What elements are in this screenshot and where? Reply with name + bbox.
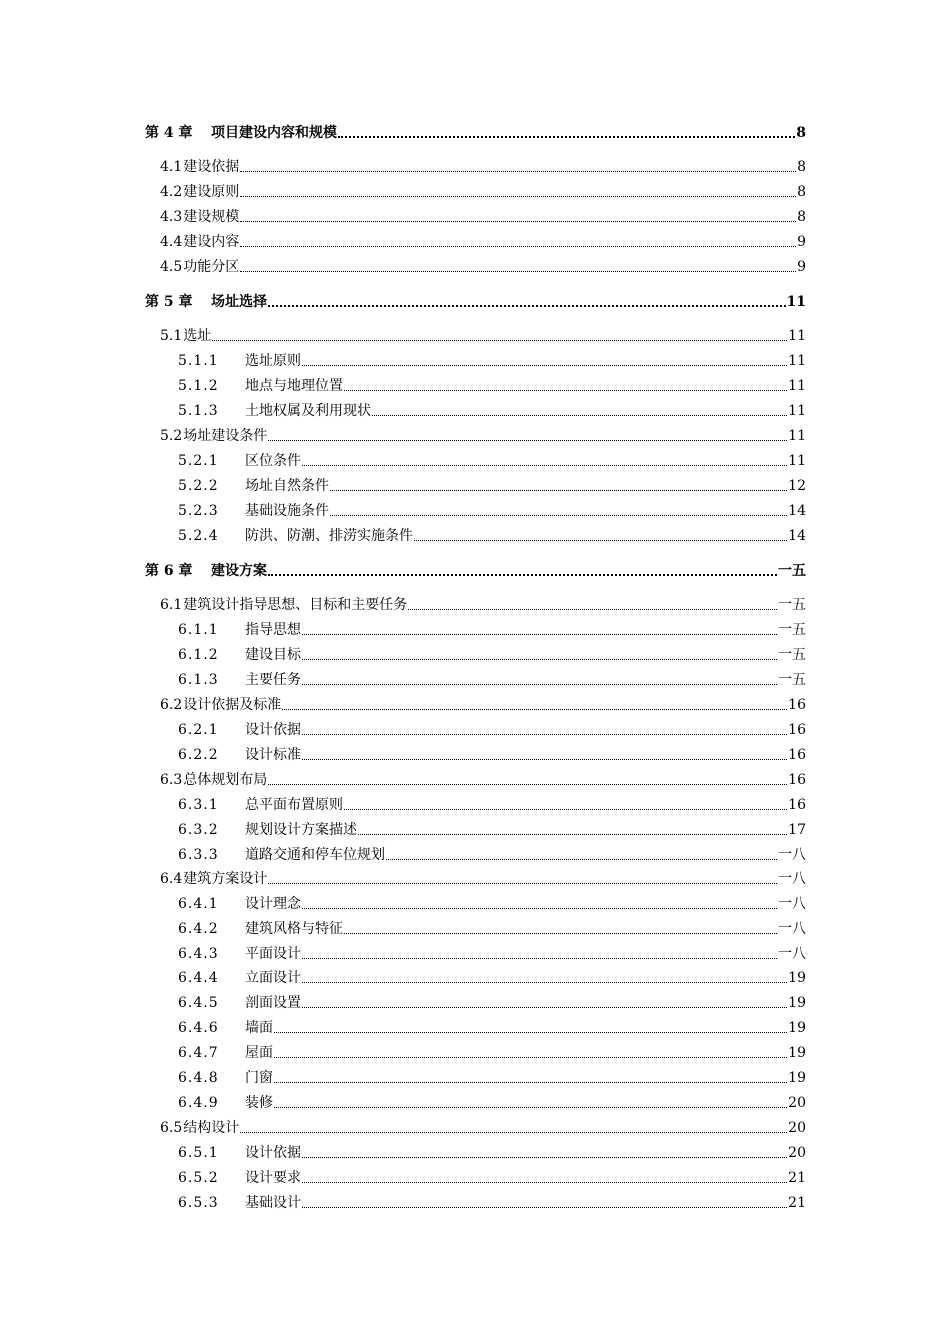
toc-entry-number: 6.5.2 [178, 1170, 219, 1186]
toc-entry-number: 第 6 章 [145, 563, 193, 579]
toc-section-entry[interactable] [145, 323, 806, 345]
toc-entry-title: 设计要求 [245, 1170, 301, 1186]
toc-section-entry[interactable] [145, 423, 806, 445]
toc-entry-number: 6.1.2 [178, 647, 219, 663]
toc-dot-leader [344, 933, 777, 934]
toc-section-entry[interactable] [145, 229, 806, 251]
toc-page-number: 16 [788, 747, 806, 763]
toc-entry-title: 区位条件 [245, 453, 301, 469]
toc-dot-leader [344, 809, 787, 810]
toc-entry-title: 建设内容 [183, 234, 240, 250]
toc-dot-leader [302, 659, 777, 660]
toc-dot-leader [282, 709, 787, 710]
toc-page-number: 一八 [778, 921, 806, 937]
toc-dot-leader [330, 490, 787, 491]
toc-subsection-entry[interactable] [145, 523, 806, 545]
toc-page-number: 11 [788, 353, 806, 369]
toc-entry-number: 6.5.3 [178, 1195, 219, 1211]
toc-entry-number: 4.1 [160, 159, 183, 175]
toc-subsection-entry[interactable] [145, 667, 806, 689]
toc-section-entry[interactable] [145, 1115, 806, 1137]
toc-entry-title: 选址原则 [245, 353, 301, 369]
toc-dot-leader [302, 365, 787, 366]
toc-page-number: 16 [788, 722, 806, 738]
toc-entry-title: 建设目标 [245, 647, 301, 663]
toc-dot-leader [372, 415, 787, 416]
toc-section-entry[interactable] [145, 866, 806, 888]
toc-section-entry[interactable] [145, 592, 806, 614]
toc-entry-number: 6.2 [160, 697, 183, 713]
toc-subsection-entry[interactable] [145, 448, 806, 470]
toc-dot-leader [344, 390, 787, 391]
toc-subsection-entry[interactable] [145, 742, 806, 764]
toc-section-entry[interactable] [145, 179, 806, 201]
toc-dot-leader [240, 171, 796, 172]
toc-entry-title: 设计依据 [245, 722, 301, 738]
toc-dot-leader [408, 609, 777, 610]
toc-dot-leader [302, 634, 777, 635]
toc-entry-number: 5.2.1 [178, 453, 219, 469]
toc-entry-title: 总平面布置原则 [245, 797, 343, 813]
toc-page-number: 19 [788, 970, 806, 986]
toc-entry-title: 设计标准 [245, 747, 301, 763]
toc-entry-number: 6.2.1 [178, 722, 219, 738]
toc-dot-leader [268, 784, 787, 785]
toc-entry-title: 功能分区 [183, 259, 240, 275]
toc-page-number: 一八 [778, 871, 806, 887]
toc-subsection-entry[interactable] [145, 473, 806, 495]
toc-entry-title: 结构设计 [183, 1120, 240, 1136]
toc-subsection-entry[interactable] [145, 916, 806, 938]
toc-dot-leader [302, 759, 787, 760]
toc-subsection-entry[interactable] [145, 1190, 806, 1212]
toc-entry-number: 6.4.9 [178, 1095, 219, 1111]
toc-subsection-entry[interactable] [145, 373, 806, 395]
toc-subsection-entry[interactable] [145, 1015, 806, 1037]
toc-page-number: 一五 [778, 597, 806, 613]
toc-entry-title: 场址选择 [211, 294, 267, 310]
toc-entry-number: 6.3.3 [178, 847, 219, 863]
toc-entry-number: 6.3 [160, 772, 183, 788]
toc-page-number: 14 [788, 503, 806, 519]
toc-dot-leader [302, 465, 787, 466]
toc-entry-number: 6.4.6 [178, 1020, 219, 1036]
toc-entry-title: 设计理念 [245, 896, 301, 912]
toc-entry-title: 基础设计 [245, 1195, 301, 1211]
toc-entry-title: 项目建设内容和规模 [211, 125, 337, 141]
toc-entry-number: 第 5 章 [145, 294, 193, 310]
toc-page-number: 19 [788, 995, 806, 1011]
toc-subsection-entry[interactable] [145, 642, 806, 664]
toc-dot-leader [268, 574, 777, 576]
toc-dot-leader [302, 684, 777, 685]
toc-entry-number: 5.1.3 [178, 403, 219, 419]
toc-entry-title: 防洪、防潮、排涝实施条件 [245, 528, 413, 544]
toc-entry-number: 6.4.8 [178, 1070, 219, 1086]
toc-subsection-entry[interactable] [145, 941, 806, 963]
toc-entry-number: 5.2 [160, 428, 183, 444]
toc-page-number: 20 [788, 1145, 806, 1161]
toc-dot-leader [302, 1207, 787, 1208]
toc-entry-title: 主要任务 [245, 672, 301, 688]
toc-entry-title: 平面设计 [245, 946, 301, 962]
toc-entry-number: 4.4 [160, 234, 183, 250]
toc-section-entry[interactable] [145, 254, 806, 276]
toc-entry-number: 6.5 [160, 1120, 183, 1136]
toc-page-number: 16 [788, 772, 806, 788]
toc-subsection-entry[interactable] [145, 842, 806, 864]
toc-dot-leader [268, 883, 777, 884]
toc-page-number: 19 [788, 1070, 806, 1086]
toc-dot-leader [212, 340, 787, 341]
toc-entry-number: 6.1 [160, 597, 183, 613]
toc-section-entry[interactable] [145, 767, 806, 789]
toc-dot-leader [302, 1182, 787, 1183]
toc-entry-title: 建筑设计指导思想、目标和主要任务 [183, 597, 408, 613]
toc-dot-leader [274, 1107, 787, 1108]
toc-dot-leader [274, 1082, 787, 1083]
toc-entry-number: 5.1.1 [178, 353, 219, 369]
toc-subsection-entry[interactable] [145, 617, 806, 639]
toc-page-number: 9 [797, 234, 806, 250]
toc-page-number: 12 [788, 478, 806, 494]
toc-entry-title: 场址建设条件 [183, 428, 268, 444]
toc-subsection-entry[interactable] [145, 1090, 806, 1112]
toc-entry-number: 4.2 [160, 184, 183, 200]
toc-subsection-entry[interactable] [145, 348, 806, 370]
toc-page-number: 8 [797, 159, 806, 175]
toc-section-entry[interactable] [145, 204, 806, 226]
toc-entry-number: 4.3 [160, 209, 183, 225]
toc-dot-leader [240, 271, 796, 272]
toc-entry-number: 5.2.3 [178, 503, 219, 519]
toc-page-number: 11 [788, 453, 806, 469]
toc-entry-number: 6.4 [160, 871, 183, 887]
toc-entry-number: 6.1.3 [178, 672, 219, 688]
toc-entry-title: 总体规划布局 [183, 772, 268, 788]
toc-page-number: 11 [786, 294, 806, 310]
toc-dot-leader [414, 540, 787, 541]
toc-entry-number: 6.4.2 [178, 921, 219, 937]
toc-page-number: 16 [788, 697, 806, 713]
toc-page-number: 19 [788, 1020, 806, 1036]
toc-entry-number: 6.4.4 [178, 970, 219, 986]
toc-page-number: 8 [796, 125, 806, 141]
toc-page-number: 8 [797, 184, 806, 200]
toc-dot-leader [240, 246, 796, 247]
toc-page-number: 9 [797, 259, 806, 275]
toc-page-number: 11 [788, 328, 806, 344]
toc-entry-number: 第 4 章 [145, 125, 193, 141]
toc-dot-leader [240, 1132, 787, 1133]
toc-subsection-entry[interactable] [145, 891, 806, 913]
toc-entry-title: 场址自然条件 [245, 478, 329, 494]
toc-entry-title: 指导思想 [245, 622, 301, 638]
toc-subsection-entry[interactable] [145, 1040, 806, 1062]
toc-entry-title: 建筑风格与特征 [245, 921, 343, 937]
toc-entry-title: 土地权属及利用现状 [245, 403, 371, 419]
toc-entry-title: 立面设计 [245, 970, 301, 986]
toc-entry-title: 剖面设置 [245, 995, 301, 1011]
toc-page-number: 16 [788, 797, 806, 813]
toc-subsection-entry[interactable] [145, 792, 806, 814]
toc-entry-title: 地点与地理位置 [245, 378, 343, 394]
toc-page-number: 20 [788, 1095, 806, 1111]
toc-entry-title: 墙面 [245, 1020, 273, 1036]
toc-entry-title: 建设方案 [211, 563, 267, 579]
toc-page-number: 17 [788, 822, 806, 838]
toc-page-number: 一八 [778, 896, 806, 912]
toc-dot-leader [268, 305, 786, 307]
toc-entry-title: 道路交通和停车位规划 [245, 847, 385, 863]
toc-page-number: 一五 [778, 563, 806, 579]
toc-dot-leader [302, 982, 787, 983]
toc-entry-number: 5.1 [160, 328, 183, 344]
toc-entry-number: 5.2.4 [178, 528, 219, 544]
toc-page-number: 11 [788, 428, 806, 444]
toc-dot-leader [302, 734, 787, 735]
toc-entry-number: 5.2.2 [178, 478, 219, 494]
toc-dot-leader [274, 1057, 787, 1058]
toc-subsection-entry[interactable] [145, 965, 806, 987]
toc-dot-leader [358, 834, 787, 835]
toc-dot-leader [274, 1032, 787, 1033]
toc-entry-number: 6.4.3 [178, 946, 219, 962]
toc-entry-title: 建设依据 [183, 159, 240, 175]
toc-entry-title: 设计依据 [245, 1145, 301, 1161]
toc-section-entry[interactable] [145, 154, 806, 176]
toc-page-number: 21 [788, 1170, 806, 1186]
toc-entry-title: 屋面 [245, 1045, 273, 1061]
toc-dot-leader [302, 958, 777, 959]
toc-page-number: 一八 [778, 847, 806, 863]
toc-chapter-entry[interactable] [145, 120, 806, 142]
toc-page-number: 14 [788, 528, 806, 544]
toc-page-number: 19 [788, 1045, 806, 1061]
toc-subsection-entry[interactable] [145, 398, 806, 420]
toc-entry-title: 选址 [183, 328, 212, 344]
toc-dot-leader [302, 1007, 787, 1008]
toc-entry-title: 门窗 [245, 1070, 273, 1086]
toc-entry-number: 6.1.1 [178, 622, 219, 638]
toc-entry-number: 6.4.5 [178, 995, 219, 1011]
toc-page-number: 一八 [778, 946, 806, 962]
toc-page-number: 21 [788, 1195, 806, 1211]
toc-page-number: 20 [788, 1120, 806, 1136]
toc-entry-title: 建设原则 [183, 184, 240, 200]
toc-subsection-entry[interactable] [145, 1140, 806, 1162]
toc-subsection-entry[interactable] [145, 817, 806, 839]
toc-entry-number: 6.4.7 [178, 1045, 219, 1061]
toc-entry-title: 基础设施条件 [245, 503, 329, 519]
toc-entry-number: 4.5 [160, 259, 183, 275]
toc-dot-leader [302, 908, 777, 909]
toc-page-number: 8 [797, 209, 806, 225]
toc-chapter-entry[interactable] [145, 289, 806, 311]
toc-dot-leader [240, 196, 796, 197]
toc-subsection-entry[interactable] [145, 1165, 806, 1187]
toc-dot-leader [240, 221, 796, 222]
toc-page-number: 一五 [778, 647, 806, 663]
toc-entry-title: 建设规模 [183, 209, 240, 225]
toc-dot-leader [268, 440, 787, 441]
toc-subsection-entry[interactable] [145, 990, 806, 1012]
toc-entry-number: 5.1.2 [178, 378, 219, 394]
toc-entry-title: 建筑方案设计 [183, 871, 268, 887]
toc-subsection-entry[interactable] [145, 498, 806, 520]
toc-entry-number: 6.2.2 [178, 747, 219, 763]
toc-entry-number: 6.4.1 [178, 896, 219, 912]
toc-entry-number: 6.5.1 [178, 1145, 219, 1161]
toc-page-number: 一五 [778, 622, 806, 638]
toc-dot-leader [302, 1157, 787, 1158]
toc-page-number: 一五 [778, 672, 806, 688]
toc-entry-number: 6.3.2 [178, 822, 219, 838]
toc-subsection-entry[interactable] [145, 1065, 806, 1087]
toc-entry-title: 规划设计方案描述 [245, 822, 357, 838]
toc-entry-title: 装修 [245, 1095, 273, 1111]
toc-chapter-entry[interactable] [145, 558, 806, 580]
toc-subsection-entry[interactable] [145, 717, 806, 739]
toc-dot-leader [330, 515, 787, 516]
toc-entry-number: 6.3.1 [178, 797, 219, 813]
toc-section-entry[interactable] [145, 692, 806, 714]
toc-page-number: 11 [788, 378, 806, 394]
toc-entry-title: 设计依据及标准 [183, 697, 282, 713]
toc-page-number: 11 [788, 403, 806, 419]
toc-dot-leader [386, 859, 777, 860]
toc-dot-leader [338, 136, 795, 138]
